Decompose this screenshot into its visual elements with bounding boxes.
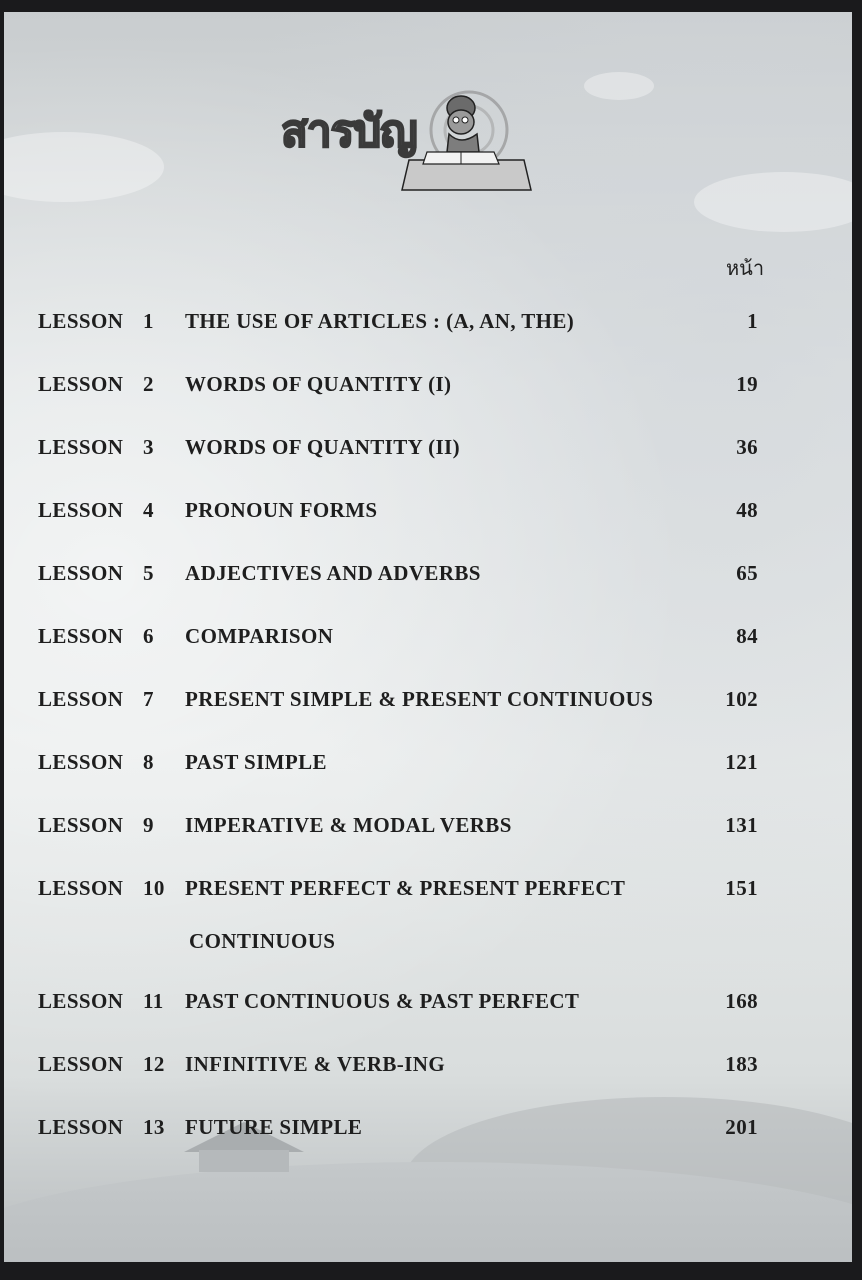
lesson-title: THE USE OF ARTICLES : (A, AN, THE) <box>185 309 575 333</box>
mascot-reading-icon <box>399 90 534 200</box>
page-number: 168 <box>725 989 758 1013</box>
lesson-number: 4 <box>143 498 154 522</box>
lesson-label: LESSON <box>38 813 124 837</box>
lesson-label: LESSON <box>38 561 124 585</box>
lesson-title: ADJECTIVES AND ADVERBS <box>185 561 481 585</box>
lesson-label: LESSON <box>38 624 124 648</box>
lesson-title: PRESENT PERFECT & PRESENT PERFECT <box>185 876 626 900</box>
lesson-number: 7 <box>143 687 154 711</box>
lesson-title-continuation: CONTINUOUS <box>189 929 336 953</box>
page-number: 183 <box>725 1052 758 1076</box>
lesson-number: 13 <box>143 1115 165 1139</box>
lesson-number: 9 <box>143 813 154 837</box>
page-number: 151 <box>725 876 758 900</box>
page-number: 102 <box>725 687 758 711</box>
lesson-title: INFINITIVE & VERB-ING <box>185 1052 446 1076</box>
table-of-contents-logo <box>269 90 534 205</box>
lesson-label: LESSON <box>38 1115 124 1139</box>
cloud <box>584 72 654 100</box>
lesson-number: 6 <box>143 624 154 648</box>
page-number: 201 <box>725 1115 758 1139</box>
page-number: 131 <box>725 813 758 837</box>
lesson-label: LESSON <box>38 372 124 396</box>
lesson-title: IMPERATIVE & MODAL VERBS <box>185 813 512 837</box>
lesson-title: FUTURE SIMPLE <box>185 1115 363 1139</box>
lesson-number: 11 <box>143 989 164 1013</box>
lesson-title: WORDS OF QUANTITY (II) <box>185 435 461 459</box>
lesson-title: PRONOUN FORMS <box>185 498 378 522</box>
lesson-label: LESSON <box>38 309 124 333</box>
lesson-number: 2 <box>143 372 154 396</box>
logo-title: สารบัญ <box>281 106 417 157</box>
lesson-label: LESSON <box>38 1052 124 1076</box>
page-number: 65 <box>736 561 758 585</box>
lesson-title: WORDS OF QUANTITY (I) <box>185 372 452 396</box>
lesson-number: 5 <box>143 561 154 585</box>
page-column-label: หน้า <box>726 256 765 280</box>
lesson-title: COMPARISON <box>185 624 334 648</box>
page-number: 36 <box>736 435 758 459</box>
lesson-label: LESSON <box>38 989 124 1013</box>
lesson-number: 12 <box>143 1052 165 1076</box>
lesson-number: 10 <box>143 876 165 900</box>
lesson-number: 8 <box>143 750 154 774</box>
lesson-label: LESSON <box>38 498 124 522</box>
page-number: 121 <box>725 750 758 774</box>
lesson-label: LESSON <box>38 435 124 459</box>
lesson-title: PAST CONTINUOUS & PAST PERFECT <box>185 989 580 1013</box>
lesson-label: LESSON <box>38 687 124 711</box>
lesson-title: PRESENT SIMPLE & PRESENT CONTINUOUS <box>185 687 654 711</box>
lesson-label: LESSON <box>38 876 124 900</box>
lesson-number: 3 <box>143 435 154 459</box>
book-page <box>4 12 852 1262</box>
lesson-title: PAST SIMPLE <box>185 750 327 774</box>
lesson-number: 1 <box>143 309 154 333</box>
lesson-label: LESSON <box>38 750 124 774</box>
page-number: 19 <box>736 372 758 396</box>
page-number: 84 <box>736 624 758 648</box>
page-number: 48 <box>736 498 758 522</box>
cloud <box>4 132 164 202</box>
cloud <box>694 172 852 232</box>
page-number: 1 <box>747 309 758 333</box>
